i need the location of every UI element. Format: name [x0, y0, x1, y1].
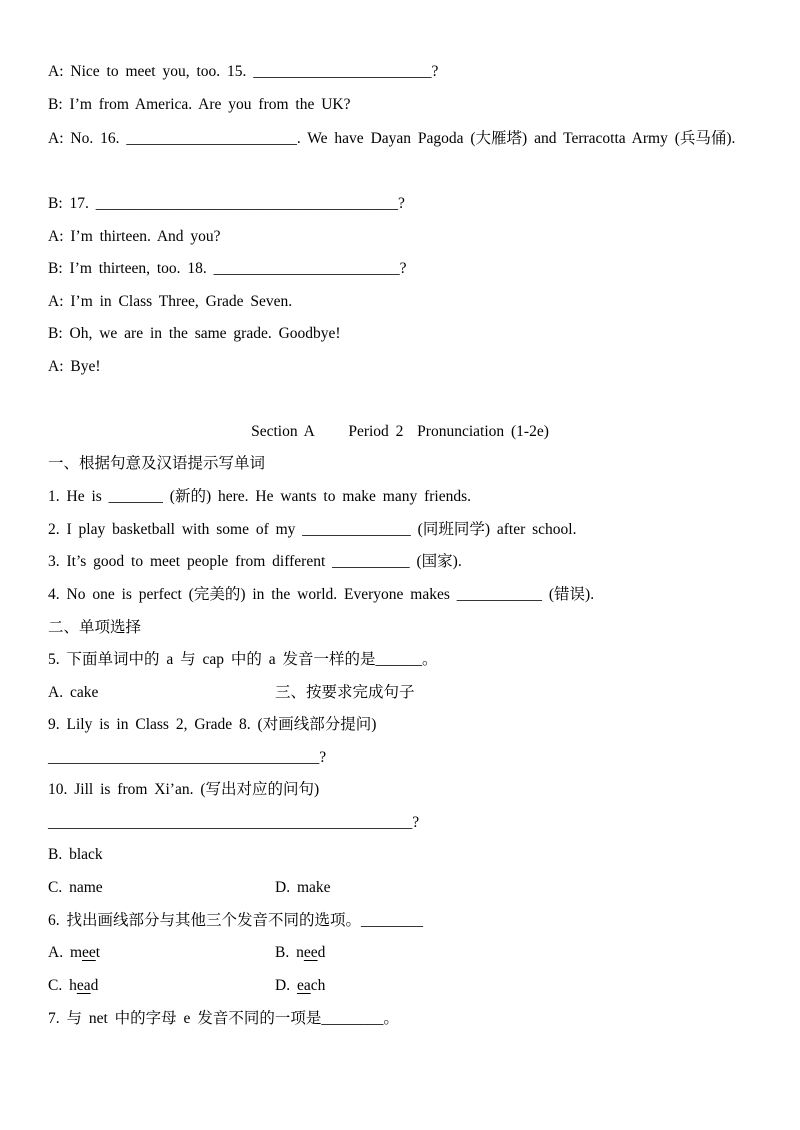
speaker: A: [48, 228, 64, 245]
option-d: D. make [275, 879, 331, 896]
option-suffix: d [317, 944, 326, 961]
dialogue-text: 17. _______________________________________? [69, 195, 405, 212]
dialogue-text: I’m from America. Are you from the UK? [69, 96, 351, 113]
question-5-row-1 [48, 683, 752, 703]
part3-heading: 三、按要求完成句子 [275, 684, 415, 701]
option-d [275, 976, 325, 996]
part2-heading: 二、单项选择 [48, 619, 142, 636]
dialogue-text: Oh, we are in the same grade. Goodbye! [69, 325, 341, 342]
question-10-answer-blank: _______________________________________________? [48, 814, 420, 831]
question-6-row-1 [48, 943, 752, 963]
option-prefix: A. m [48, 944, 82, 961]
option-c [48, 977, 98, 994]
option-prefix: B. n [275, 944, 304, 961]
dialogue-line-16 [48, 122, 752, 155]
underlined-letters: ea [296, 977, 311, 994]
dialogue-text: Bye! [70, 358, 101, 375]
question-7: 7. 与 net 中的字母 e 发音不同的一项是________。 [48, 1010, 399, 1027]
part1-heading: 一、根据句意及汉语提示写单词 [48, 455, 266, 472]
option-c: C. name [48, 879, 103, 896]
part1-item-3: 3. It’s good to meet people from different __________ (国家). [48, 553, 462, 570]
dialogue-line [48, 292, 752, 312]
option-a [48, 944, 100, 961]
option-b: B. black [48, 846, 103, 863]
dialogue-text: I’m thirteen, too. 18. ________________________? [69, 260, 407, 277]
speaker: A: [48, 130, 64, 147]
part1-item-2: 2. I play basketball with some of my ______________ (同班同学) after school. [48, 521, 577, 538]
underlined-letters: ea [76, 977, 91, 994]
question-6-row-2 [48, 976, 752, 996]
dialogue-line [48, 95, 752, 115]
dialogue-text: I’m thirteen. And you? [70, 228, 221, 245]
section-title: Section A Period 2 Pronunciation (1-2e) [251, 423, 549, 440]
option-prefix: C. h [48, 977, 77, 994]
underlined-letters: ee [82, 944, 96, 961]
question-9-answer-blank: ___________________________________? [48, 749, 327, 766]
speaker: A: [48, 293, 64, 310]
question-5-row-3 [48, 878, 752, 898]
option-suffix: ch [310, 977, 326, 994]
option-suffix: d [90, 977, 99, 994]
dialogue-line [48, 324, 752, 344]
dialogue-text: Nice to meet you, too. 15. _______________________? [70, 63, 439, 80]
option-b [275, 943, 325, 963]
dialogue-line-18 [48, 259, 752, 279]
dialogue-line [48, 357, 752, 377]
underlined-letters: ee [303, 944, 318, 961]
speaker: B: [48, 260, 63, 277]
option-prefix: D. [275, 977, 297, 994]
speaker: B: [48, 96, 63, 113]
option-suffix: t [95, 944, 101, 961]
option-a: A. cake [48, 684, 99, 701]
dialogue-line-17 [48, 194, 752, 214]
speaker: B: [48, 195, 63, 212]
dialogue-line-15 [48, 62, 752, 82]
speaker: B: [48, 325, 63, 342]
question-6: 6. 找出画线部分与其他三个发音不同的选项。________ [48, 912, 424, 929]
dialogue-text: No. 16. ______________________. We have Dayan Pagoda (大雁塔) and Terracotta Army (兵马俑). [70, 130, 736, 147]
question-10: 10. Jill is from Xi’an. (写出对应的问句) [48, 781, 320, 798]
question-9: 9. Lily is in Class 2, Grade 8. (对画线部分提问) [48, 716, 377, 733]
speaker: A: [48, 358, 64, 375]
dialogue-text: I’m in Class Three, Grade Seven. [70, 293, 293, 310]
part1-item-4: 4. No one is perfect (完美的) in the world. Everyone makes ___________ (错误). [48, 586, 595, 603]
part1-item-1: 1. He is _______ (新的) here. He wants to make many friends. [48, 488, 471, 505]
dialogue-line [48, 227, 752, 247]
speaker: A: [48, 63, 64, 80]
question-5: 5. 下面单词中的 a 与 cap 中的 a 发音一样的是______。 [48, 651, 438, 668]
